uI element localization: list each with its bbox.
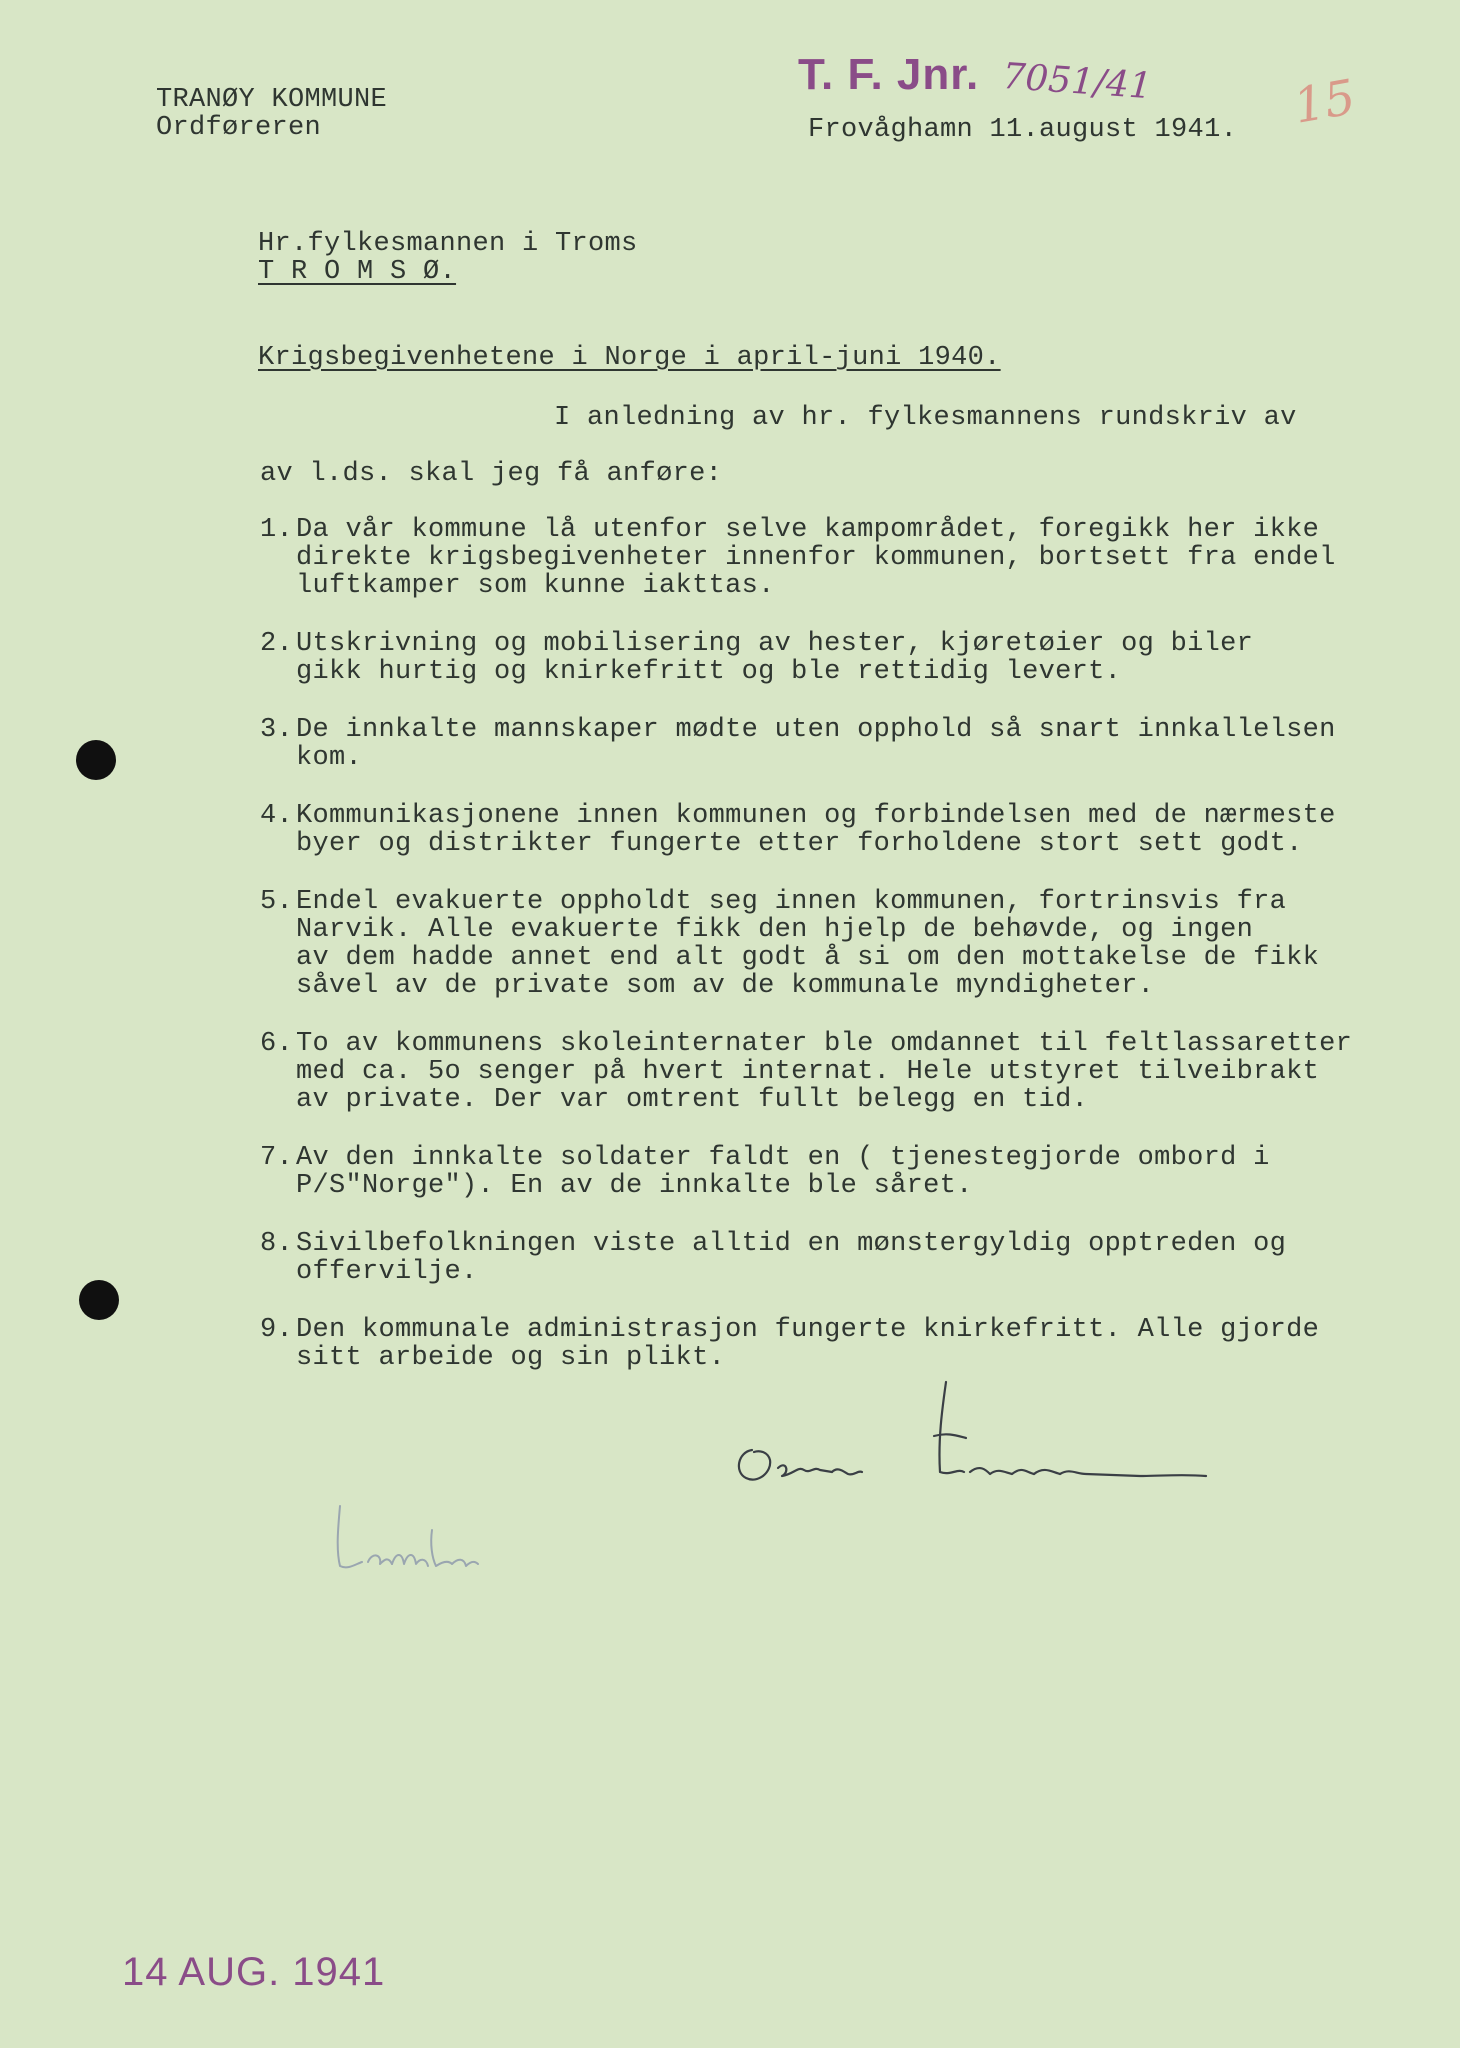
item-line: De innkalte mannskaper mødte uten opphold så snart innkallelsen xyxy=(296,715,1336,745)
item-line: såvel av de private som av de kommunale myndigheter. xyxy=(296,971,1155,1001)
item-line: av private. Der var omtrent fullt belegg en tid. xyxy=(296,1085,1089,1115)
place-date: Frovåghamn 11.august 1941. xyxy=(808,115,1238,145)
item-line: Endel evakuerte oppholdt seg innen kommunen, fortrinsvis fra xyxy=(296,887,1287,917)
item-number: 3. xyxy=(260,715,294,745)
signature xyxy=(720,1380,1220,1500)
recipient-line1: Hr.fylkesmannen i Troms xyxy=(258,229,638,259)
journal-stamp-number: 7051/41 xyxy=(1001,56,1154,108)
item-number: 7. xyxy=(260,1143,294,1173)
item-number: 8. xyxy=(260,1229,294,1259)
item-line: Sivilbefolkningen viste alltid en mønstergyldig opptreden og xyxy=(296,1229,1287,1259)
item-line: P/S"Norge"). En av de innkalte ble såret. xyxy=(296,1171,973,1201)
item-line: byer og distrikter fungerte etter forholdene stort sett godt. xyxy=(296,829,1303,859)
item-line: sitt arbeide og sin plikt. xyxy=(296,1343,726,1373)
item-line: direkte krigsbegivenheter innenfor kommunen, bortsett fra endel xyxy=(296,543,1336,573)
letterhead-org: TRANØY KOMMUNE xyxy=(156,85,388,115)
letterhead-office: Ordføreren xyxy=(156,113,322,143)
item-line: luftkamper som kunne iakttas. xyxy=(296,571,775,601)
margin-note: 15 xyxy=(1289,69,1360,135)
item-line: av dem hadde annet end alt godt å si om den mottakelse de fikk xyxy=(296,943,1320,973)
item-line: Kommunikasjonene innen kommunen og forbindelsen med de nærmeste xyxy=(296,801,1336,831)
recipient-line2: T R O M S Ø. xyxy=(258,257,457,287)
item-number: 2. xyxy=(260,629,294,659)
item-line: To av kommunens skoleinternater ble omdannet til feltlassaretter xyxy=(296,1029,1353,1059)
received-date-stamp: 14 AUG. 1941 xyxy=(122,1950,386,1994)
item-number: 4. xyxy=(260,801,294,831)
intro-line1: I anledning av hr. fylkesmannens rundskriv av xyxy=(554,403,1297,433)
item-line: offervilje. xyxy=(296,1257,478,1287)
item-line: kom. xyxy=(296,743,363,773)
item-line: Den kommunale administrasjon fungerte knirkefritt. Alle gjorde xyxy=(296,1315,1320,1345)
handwritten-note xyxy=(328,1500,488,1580)
punch-hole xyxy=(76,740,116,780)
intro-line2: av l.ds. skal jeg få anføre: xyxy=(260,459,723,489)
item-number: 6. xyxy=(260,1029,294,1059)
item-line: Av den innkalte soldater faldt en ( tjenestegjorde ombord i xyxy=(296,1143,1270,1173)
item-line: Utskrivning og mobilisering av hester, kjøretøier og biler xyxy=(296,629,1254,659)
item-line: Da vår kommune lå utenfor selve kampområdet, foregikk her ikke xyxy=(296,515,1320,545)
subject-line: Krigsbegivenhetene i Norge i april-juni 1940. xyxy=(258,343,1001,373)
item-line: med ca. 5o senger på hvert internat. Hele utstyret tilveibrakt xyxy=(296,1057,1320,1087)
punch-hole xyxy=(79,1280,119,1320)
item-number: 9. xyxy=(260,1315,294,1345)
item-line: Narvik. Alle evakuerte fikk den hjelp de behøvde, og ingen xyxy=(296,915,1254,945)
item-number: 1. xyxy=(260,515,294,545)
item-number: 5. xyxy=(260,887,294,917)
journal-stamp-label: T. F. Jnr. xyxy=(798,50,980,99)
item-line: gikk hurtig og knirkefritt og ble rettidig levert. xyxy=(296,657,1122,687)
